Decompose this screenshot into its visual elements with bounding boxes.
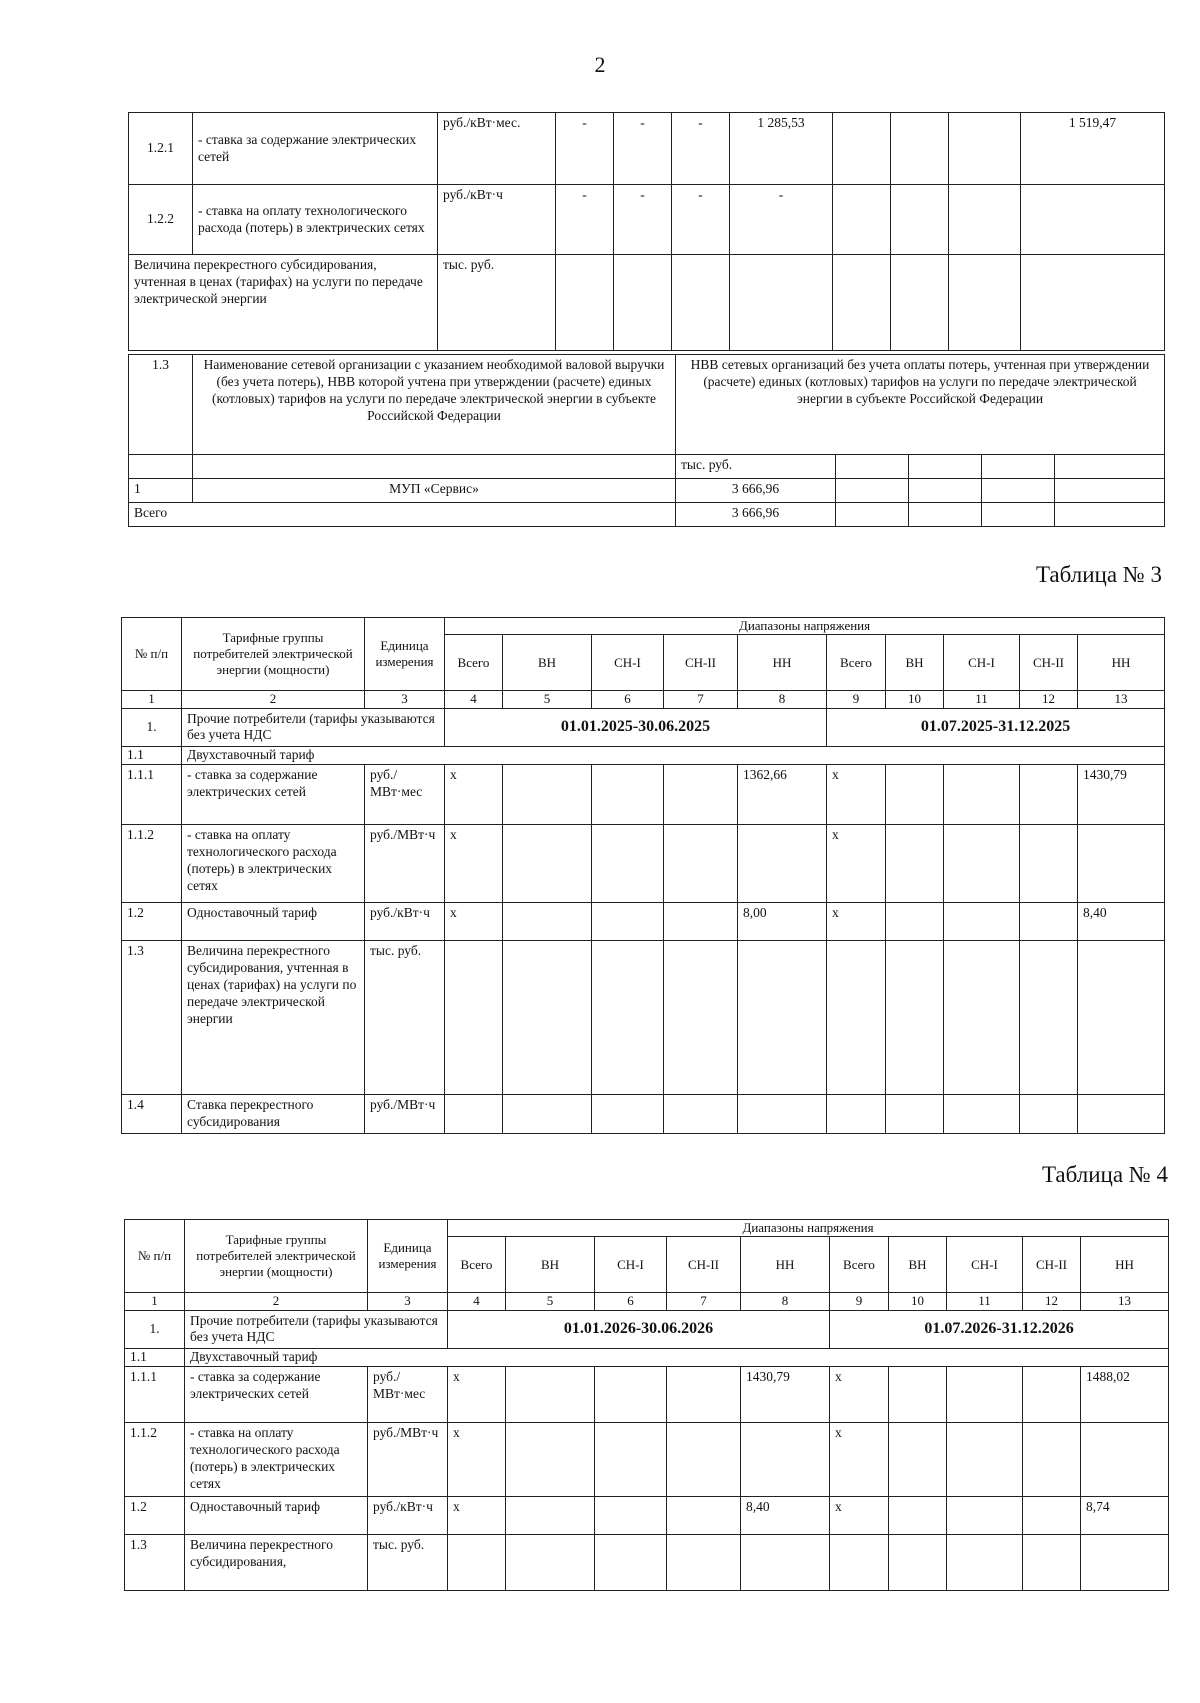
column-header-group: Тарифные группы потребителей электрической энергии (мощности) <box>182 618 365 691</box>
cell <box>1023 1497 1081 1535</box>
column-index: 10 <box>886 691 944 708</box>
column-header: СН-I <box>592 635 664 691</box>
column-header: Наименование сетевой организации с указанием необходимой валовой выручки (без учета потерь), НВВ которой учтена при утверждении (расчете) единых (котловых) тарифов на услуги по передаче электрической энергии в субъекте Российской Федерации <box>193 355 676 455</box>
table-row <box>125 1367 1169 1423</box>
cell: - <box>672 113 730 185</box>
cell <box>1020 765 1078 825</box>
column-header-ranges: Диапазоны напряжения <box>445 618 1165 635</box>
row-name: Прочие потребители (тарифы указываются без учета НДС <box>182 708 445 747</box>
cell: - <box>614 185 672 255</box>
cell <box>947 1367 1023 1423</box>
column-header-number: № п/п <box>122 618 182 691</box>
cell <box>595 1535 667 1591</box>
column-index: 1 <box>125 1293 185 1310</box>
column-header-group: Тарифные группы потребителей электрической энергии (мощности) <box>185 1220 368 1293</box>
cell <box>827 941 886 1095</box>
cell <box>1020 903 1078 941</box>
column-index: 12 <box>1020 691 1078 708</box>
cell <box>738 825 827 903</box>
row-number: 1.1 <box>125 1349 185 1367</box>
table-2-continuation <box>128 112 1165 351</box>
cell <box>445 941 503 1095</box>
row-number: 1.3 <box>122 941 182 1095</box>
row-name: - ставка за содержание электрических сетей <box>193 113 438 185</box>
row-number: 1.1.2 <box>125 1423 185 1497</box>
page-number: 2 <box>594 52 606 77</box>
cell <box>738 1095 827 1134</box>
cell <box>833 113 891 185</box>
cell-value: 8,74 <box>1081 1497 1169 1535</box>
cell: x <box>448 1367 506 1423</box>
cell <box>944 941 1020 1095</box>
row-name: - ставка за содержание электрических сетей <box>182 765 365 825</box>
cell <box>833 185 891 255</box>
column-header: ВН <box>886 635 944 691</box>
column-header: Всего <box>827 635 886 691</box>
cell: - <box>614 113 672 185</box>
cell <box>667 1367 741 1423</box>
cell: x <box>448 1423 506 1497</box>
cell <box>595 1367 667 1423</box>
row-unit: руб./кВт·мес. <box>438 113 556 185</box>
row-number: 1 <box>129 479 193 503</box>
cell <box>592 903 664 941</box>
org-name: МУП «Сервис» <box>193 479 676 503</box>
table-row <box>122 765 1165 825</box>
column-index: 1 <box>122 691 182 708</box>
cell <box>1023 1367 1081 1423</box>
cell <box>886 903 944 941</box>
column-index: 5 <box>503 691 592 708</box>
cell <box>886 825 944 903</box>
column-header: НН <box>1078 635 1165 691</box>
cell <box>503 903 592 941</box>
column-header-number: № п/п <box>125 1220 185 1293</box>
row-unit: руб./кВт·ч <box>365 903 445 941</box>
row-name: - ставка на оплату технологического расхода (потерь) в электрических сетях <box>182 825 365 903</box>
row-unit: тыс. руб. <box>365 941 445 1095</box>
cell-value: 8,40 <box>1078 903 1165 941</box>
column-header-unit: Единица измерения <box>365 618 445 691</box>
table-row <box>129 355 1165 455</box>
cell: x <box>445 825 503 903</box>
row-name: Одноставочный тариф <box>185 1497 368 1535</box>
cell <box>1055 479 1165 503</box>
column-index: 3 <box>365 691 445 708</box>
cell <box>741 1423 830 1497</box>
cell <box>889 1423 947 1497</box>
cell <box>129 455 193 479</box>
row-name: - ставка на оплату технологического расхода (потерь) в электрических сетях <box>185 1423 368 1497</box>
cell <box>836 479 909 503</box>
column-index: 4 <box>445 691 503 708</box>
cell: x <box>445 765 503 825</box>
cell <box>506 1423 595 1497</box>
row-number: 1. <box>122 708 182 747</box>
table-row <box>122 747 1165 765</box>
column-header: ВН <box>503 635 592 691</box>
table-row <box>129 455 1165 479</box>
column-index: 11 <box>947 1293 1023 1310</box>
cell: - <box>556 185 614 255</box>
cell <box>886 941 944 1095</box>
column-index: 5 <box>506 1293 595 1310</box>
row-number: 1.2 <box>122 903 182 941</box>
cell-value: 1 519,47 <box>1021 113 1165 185</box>
table-row <box>122 903 1165 941</box>
cell <box>1021 255 1165 351</box>
cell <box>949 255 1021 351</box>
cell <box>833 255 891 351</box>
cell <box>909 503 982 527</box>
cell <box>949 185 1021 255</box>
column-index: 11 <box>944 691 1020 708</box>
column-index: 6 <box>592 691 664 708</box>
cell <box>1078 1095 1165 1134</box>
row-name: Ставка перекрестного субсидирования <box>182 1095 365 1134</box>
column-index: 4 <box>448 1293 506 1310</box>
cell <box>886 1095 944 1134</box>
cell <box>944 765 1020 825</box>
cell <box>595 1423 667 1497</box>
column-header: СН-II <box>1023 1237 1081 1293</box>
cell <box>886 765 944 825</box>
column-index: 13 <box>1081 1293 1169 1310</box>
row-unit: руб./кВт·ч <box>368 1497 448 1535</box>
cell <box>1023 1535 1081 1591</box>
row-name: Величина перекрестного субсидирования, <box>185 1535 368 1591</box>
cell-value: 1 285,53 <box>730 113 833 185</box>
cell <box>506 1367 595 1423</box>
column-index: 13 <box>1078 691 1165 708</box>
table-row <box>125 1310 1169 1349</box>
column-index: 10 <box>889 1293 947 1310</box>
column-header: Всего <box>445 635 503 691</box>
cell <box>1020 941 1078 1095</box>
total-value: 3 666,96 <box>676 503 836 527</box>
cell-value: 8,00 <box>738 903 827 941</box>
table-3-caption: Таблица № 3 <box>1035 562 1162 587</box>
cell <box>595 1497 667 1535</box>
cell <box>949 113 1021 185</box>
column-index: 3 <box>368 1293 448 1310</box>
row-number: 1.3 <box>129 355 193 455</box>
cell <box>556 255 614 351</box>
column-header: СН-I <box>944 635 1020 691</box>
cell <box>672 255 730 351</box>
cell-value: - <box>730 185 833 255</box>
cell <box>445 1095 503 1134</box>
column-header: СН-I <box>595 1237 667 1293</box>
table-row <box>129 255 1165 351</box>
column-index: 9 <box>827 691 886 708</box>
cell <box>592 1095 664 1134</box>
cell <box>889 1367 947 1423</box>
cell <box>503 941 592 1095</box>
row-name: - ставка за содержание электрических сетей <box>185 1367 368 1423</box>
cell <box>592 941 664 1095</box>
cell <box>1055 503 1165 527</box>
cell <box>738 941 827 1095</box>
column-header: СН-II <box>667 1237 741 1293</box>
row-name: Одноставочный тариф <box>182 903 365 941</box>
row-number: 1.1.2 <box>122 825 182 903</box>
cell <box>506 1497 595 1535</box>
cell <box>592 825 664 903</box>
row-unit: руб./МВт·мес <box>365 765 445 825</box>
cell <box>982 503 1055 527</box>
row-number: 1.2.2 <box>129 185 193 255</box>
cell <box>891 113 949 185</box>
column-header: ВН <box>889 1237 947 1293</box>
column-header-ranges: Диапазоны напряжения <box>448 1220 1169 1237</box>
cell <box>664 825 738 903</box>
column-header-unit: Единица измерения <box>368 1220 448 1293</box>
table-3 <box>121 617 1165 1134</box>
column-index: 7 <box>667 1293 741 1310</box>
cell <box>1055 455 1165 479</box>
cell: x <box>830 1423 889 1497</box>
cell: x <box>445 903 503 941</box>
cell <box>909 479 982 503</box>
org-value: 3 666,96 <box>676 479 836 503</box>
cell <box>667 1535 741 1591</box>
column-index-row <box>122 691 1165 708</box>
cell <box>889 1497 947 1535</box>
column-index: 8 <box>741 1293 830 1310</box>
row-unit: тыс. руб. <box>438 255 556 351</box>
period-1: 01.01.2025-30.06.2025 <box>445 708 827 747</box>
cell: x <box>827 825 886 903</box>
table-4 <box>124 1219 1169 1591</box>
row-unit: тыс. руб. <box>368 1535 448 1591</box>
cell <box>891 185 949 255</box>
cell <box>503 825 592 903</box>
cell <box>944 903 1020 941</box>
cell <box>836 503 909 527</box>
cell <box>830 1535 889 1591</box>
row-number: 1.3 <box>125 1535 185 1591</box>
row-name: Двухставочный тариф <box>182 747 1165 765</box>
cell <box>503 1095 592 1134</box>
cell <box>664 941 738 1095</box>
table-row <box>125 1535 1169 1591</box>
cell <box>1081 1423 1169 1497</box>
table-row <box>122 941 1165 1095</box>
column-index: 8 <box>738 691 827 708</box>
row-number: 1. <box>125 1310 185 1349</box>
cell-value: 8,40 <box>741 1497 830 1535</box>
cell <box>664 903 738 941</box>
cell <box>1020 1095 1078 1134</box>
row-number: 1.2 <box>125 1497 185 1535</box>
table-row <box>129 185 1165 255</box>
table-row <box>122 708 1165 747</box>
cell <box>592 765 664 825</box>
column-header: НН <box>741 1237 830 1293</box>
cell: - <box>672 185 730 255</box>
row-unit: руб./кВт·ч <box>438 185 556 255</box>
table-row <box>129 503 1165 527</box>
total-label: Всего <box>129 503 676 527</box>
cell <box>1078 825 1165 903</box>
row-name: Величина перекрестного субсидирования, учтенная в ценах (тарифах) на услуги по передаче электрической энергии <box>182 941 365 1095</box>
cell <box>944 1095 1020 1134</box>
cell: x <box>448 1497 506 1535</box>
row-unit: руб./МВт·ч <box>368 1423 448 1497</box>
column-header: ВН <box>506 1237 595 1293</box>
cell <box>506 1535 595 1591</box>
column-header: СН-II <box>664 635 738 691</box>
cell <box>1081 1535 1169 1591</box>
row-name: Прочие потребители (тарифы указываются без учета НДС <box>185 1310 448 1349</box>
cell <box>448 1535 506 1591</box>
cell <box>667 1423 741 1497</box>
cell <box>741 1535 830 1591</box>
column-index: 6 <box>595 1293 667 1310</box>
column-header: НВВ сетевых организаций без учета оплаты потерь, учтенная при утверждении (расчете) единых (котловых) тарифов на услуги по передаче электрической энергии в субъекте Российской Федерации <box>676 355 1165 455</box>
cell <box>982 455 1055 479</box>
column-header: Всего <box>448 1237 506 1293</box>
column-header: Всего <box>830 1237 889 1293</box>
cell <box>836 455 909 479</box>
period-2: 01.07.2026-31.12.2026 <box>830 1310 1169 1349</box>
cell <box>1023 1423 1081 1497</box>
cell <box>614 255 672 351</box>
cell <box>667 1497 741 1535</box>
cell <box>891 255 949 351</box>
cell-value: 1488,02 <box>1081 1367 1169 1423</box>
cell <box>982 479 1055 503</box>
period-1: 01.01.2026-30.06.2026 <box>448 1310 830 1349</box>
column-index: 2 <box>182 691 365 708</box>
row-name: Двухставочный тариф <box>185 1349 1169 1367</box>
cell <box>944 825 1020 903</box>
cell-value: 1430,79 <box>1078 765 1165 825</box>
row-number: 1.1.1 <box>122 765 182 825</box>
column-header: НН <box>738 635 827 691</box>
row-number: 1.2.1 <box>129 113 193 185</box>
period-2: 01.07.2025-31.12.2025 <box>827 708 1165 747</box>
row-number: 1.1.1 <box>125 1367 185 1423</box>
row-name: - ставка на оплату технологического расхода (потерь) в электрических сетях <box>193 185 438 255</box>
column-index-row <box>125 1293 1169 1310</box>
cell: x <box>830 1497 889 1535</box>
cell: x <box>827 765 886 825</box>
column-index: 2 <box>185 1293 368 1310</box>
cell <box>503 765 592 825</box>
column-index: 12 <box>1023 1293 1081 1310</box>
column-header: НН <box>1081 1237 1169 1293</box>
cell: x <box>830 1367 889 1423</box>
cell <box>889 1535 947 1591</box>
column-header: СН-I <box>947 1237 1023 1293</box>
cell <box>947 1423 1023 1497</box>
row-name: Величина перекрестного субсидирования, учтенная в ценах (тарифах) на услуги по передаче электрической энергии <box>129 255 438 351</box>
unit-cell: тыс. руб. <box>676 455 836 479</box>
column-header: СН-II <box>1020 635 1078 691</box>
cell: - <box>556 113 614 185</box>
cell <box>1020 825 1078 903</box>
table-row <box>125 1497 1169 1535</box>
table-row <box>129 113 1165 185</box>
cell-value: 1430,79 <box>741 1367 830 1423</box>
table-row <box>125 1349 1169 1367</box>
row-unit: руб./МВт·мес <box>368 1367 448 1423</box>
table-row <box>129 479 1165 503</box>
column-index: 9 <box>830 1293 889 1310</box>
table-4-caption: Таблица № 4 <box>1041 1162 1168 1187</box>
cell <box>664 1095 738 1134</box>
table-row <box>122 825 1165 903</box>
row-unit: руб./МВт·ч <box>365 825 445 903</box>
cell-value: 1362,66 <box>738 765 827 825</box>
row-unit: руб./МВт·ч <box>365 1095 445 1134</box>
cell <box>664 765 738 825</box>
table-2-section-1-3 <box>128 354 1165 527</box>
cell <box>193 455 676 479</box>
cell <box>827 1095 886 1134</box>
cell <box>730 255 833 351</box>
row-number: 1.4 <box>122 1095 182 1134</box>
column-index: 7 <box>664 691 738 708</box>
cell <box>1021 185 1165 255</box>
cell <box>1078 941 1165 1095</box>
cell <box>947 1497 1023 1535</box>
cell: x <box>827 903 886 941</box>
table-row <box>125 1423 1169 1497</box>
cell <box>947 1535 1023 1591</box>
table-row <box>122 1095 1165 1134</box>
row-number: 1.1 <box>122 747 182 765</box>
cell <box>909 455 982 479</box>
